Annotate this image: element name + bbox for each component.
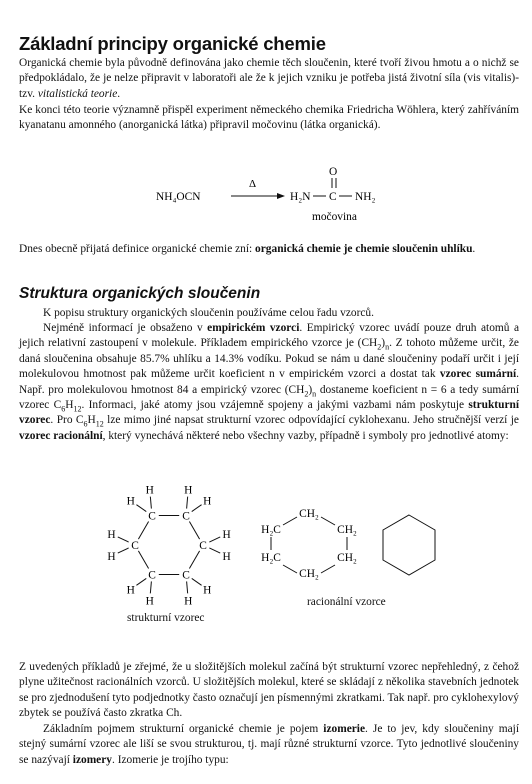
text-run: . Např. pro molekulovou hmotnost 84 a empirický vzorec (CH [19, 368, 519, 396]
bold-term: empirickém vzorci [207, 322, 300, 334]
hydrogen-atom: H [145, 484, 154, 497]
subscript: 2 [304, 388, 309, 398]
hydrogen-atom: H [145, 595, 154, 608]
text-run: ) [381, 337, 386, 350]
hydrogen-atom: H [184, 484, 193, 497]
text-run: dostaneme koeficient n = 6 a tedy sumární vzorec C [19, 383, 519, 412]
cyclohexane-ring [383, 515, 435, 575]
text-run: lze mimo jiné napsat strukturní vzorec odpovídající cyklohexanu. Jeho stručnější verzí je [103, 414, 519, 427]
bond [150, 497, 151, 509]
ring-bond [321, 517, 335, 525]
heat-symbol: Δ [249, 178, 257, 190]
text-run: ) [308, 383, 313, 396]
definition-text: Dnes obecně přijatá definice organické chemie zní: [19, 243, 256, 255]
definition-paragraph [19, 242, 519, 257]
arrow-head [277, 193, 285, 199]
text-run: Nejméně informací je obsaženo v [43, 322, 208, 334]
definition-bold: organická chemie je chemie sloučenin uhlíku [255, 243, 473, 255]
text-run: Základním pojmem strukturní organické chemie je pojem [43, 723, 324, 735]
bond [189, 521, 199, 539]
text-run: . Pro C [50, 414, 84, 427]
text-run: . Izomerie je trojího typu: [112, 753, 229, 766]
definition-end: . [472, 243, 476, 255]
bond [138, 551, 148, 569]
bond [187, 581, 188, 593]
subscript: 2 [377, 342, 382, 352]
page-title: Základní principy organické chemie [19, 33, 326, 54]
hydrogen-atom: H [107, 529, 116, 542]
hydrogen-atom: H [126, 584, 135, 597]
structural-caption: strukturní vzorec [127, 612, 205, 624]
reactant-formula: NH₄OCN [156, 191, 201, 203]
hydrogen-atom: H [203, 584, 212, 597]
hydrogen-atom: H [107, 550, 116, 563]
ring-bond [321, 565, 335, 573]
bold-term: vzorec racionální [19, 429, 103, 442]
bond [189, 551, 199, 569]
bold-term: izomery [72, 753, 112, 766]
bond [192, 505, 202, 512]
urea-oxygen: O [329, 166, 338, 178]
ring-bond [283, 565, 297, 573]
carbon-atom: C [182, 569, 190, 582]
ring-group: CH₂ [337, 524, 357, 536]
text-run: . Je to jev, kdy sloučeniny mají stejný sumární vzorec ale liší se svou strukturou, tj. mají různé strukturní vzorce. Tyto jednotlivé sloučeniny se nazývají [19, 723, 519, 766]
subscript: 12 [95, 419, 104, 429]
ring-group: H₂C [261, 524, 281, 536]
bold-term: izomerie [323, 723, 366, 735]
structural-formula [99, 480, 239, 610]
urea-right-group: NH₂ [355, 191, 376, 203]
hydrogen-atom: H [203, 495, 212, 508]
rational-caption: racionální vzorce [307, 596, 386, 608]
hydrogen-atom: H [126, 495, 135, 508]
wohler-reaction [19, 0, 519, 230]
urea-left-group: H₂N [290, 191, 311, 203]
rational-formula [259, 505, 359, 585]
conclusion-paragraph-1: Z uvedených příkladů je zřejmé, že u složitějších molekul začíná být strukturní vzorec nepřehledný, z čehož plyne užitečnost racionálních vzorců. U složitějších molekul, které se skládají z několika stavebních jednotek se pro zjednodušení tyto podjednotky často označují jen písmennými zkratkami. Tak např. pro cyklohexylový zbytek se používá často zkratka Ch. [19, 661, 519, 720]
section-paragraph-2 [19, 321, 519, 444]
hydrogen-atom: H [222, 550, 231, 563]
intro-text-b: . [117, 87, 121, 100]
ring-bond [283, 517, 297, 525]
section-paragraph-1: K popisu struktury organických sloučenin používáme celou řadu vzorců. [43, 307, 374, 319]
bond [136, 578, 146, 585]
ring-group: CH₂ [337, 552, 357, 564]
bond [209, 537, 220, 542]
bond [150, 581, 151, 593]
intro-text-a: Organická chemie byla původně definována jako chemie těch sloučenin, které tvoří živou hmotu a o nichž se předpokládalo, že je nelze připravit v laboratoři ale že k jejich vzniku je potřeba jistá životní síla (vis vitalis)-tzv. [19, 57, 519, 100]
text-run: H [87, 414, 96, 427]
ring-group: H₂C [261, 552, 281, 564]
bond [209, 548, 220, 553]
text-run: . Empirický vzorec uvádí pouze druh atomů a jejich relativní zastoupení v molekule. Příkladem empirického vzorce je (CH [19, 322, 519, 350]
subscript: 6 [83, 419, 88, 429]
subscript: 12 [73, 404, 82, 414]
text-run: . Z tohoto můžeme určit, že daná sloučenina obsahuje 85.7% uhlíku a 14.3% vodíku. Pokud se nám u dané sloučeniny podaří určit i její molekulovou hmotnost pak můžeme určit koeficient n v empirickém vzorci a dostat tak [19, 337, 519, 381]
carbon-atom: C [182, 510, 190, 523]
bond [118, 548, 129, 553]
carbon-atom: C [131, 540, 139, 552]
conclusion-paragraph-2 [19, 722, 519, 768]
intro-paragraph-2: Ke konci této teorie významně přispěl experiment německého chemika Friedricha Wöhlera, který zahříváním kyanatanu amonného (anorganická látka) připravil močovinu (látka organická). [19, 104, 519, 132]
bond [118, 537, 129, 542]
hydrogen-atom: H [222, 529, 231, 542]
carbon-atom: C [148, 510, 156, 523]
text-run: H [65, 399, 74, 412]
subscript: n [312, 388, 317, 398]
subscript: 6 [61, 404, 66, 414]
text-run: . Informaci, jaké atomy jsou vzájemně spojeny a jakými vazbami nám poskytuje [81, 399, 469, 412]
ring-group: CH₂ [299, 508, 319, 520]
bold-term: strukturní vzorec [19, 399, 519, 427]
text-run: , který vynechává některé nebo všechny vazby, případně i symboly pro jednotlivé atomy: [102, 429, 509, 442]
hydrogen-atom: H [184, 595, 193, 608]
section-title: Struktura organických sloučenin [19, 285, 261, 302]
vitalism-term: vitalistická teorie [37, 87, 118, 100]
bold-term: vzorec sumární [439, 368, 517, 381]
bond [138, 521, 148, 539]
carbon-atom: C [199, 540, 207, 552]
ring-group: CH₂ [299, 568, 319, 580]
urea-caption: močovina [312, 211, 357, 223]
bond [136, 505, 146, 512]
carbon-atom: C [148, 569, 156, 582]
bond [187, 497, 188, 509]
urea-carbon: C [329, 191, 337, 203]
skeletal-formula [374, 510, 444, 580]
subscript: n [385, 342, 390, 352]
bond [192, 578, 202, 585]
